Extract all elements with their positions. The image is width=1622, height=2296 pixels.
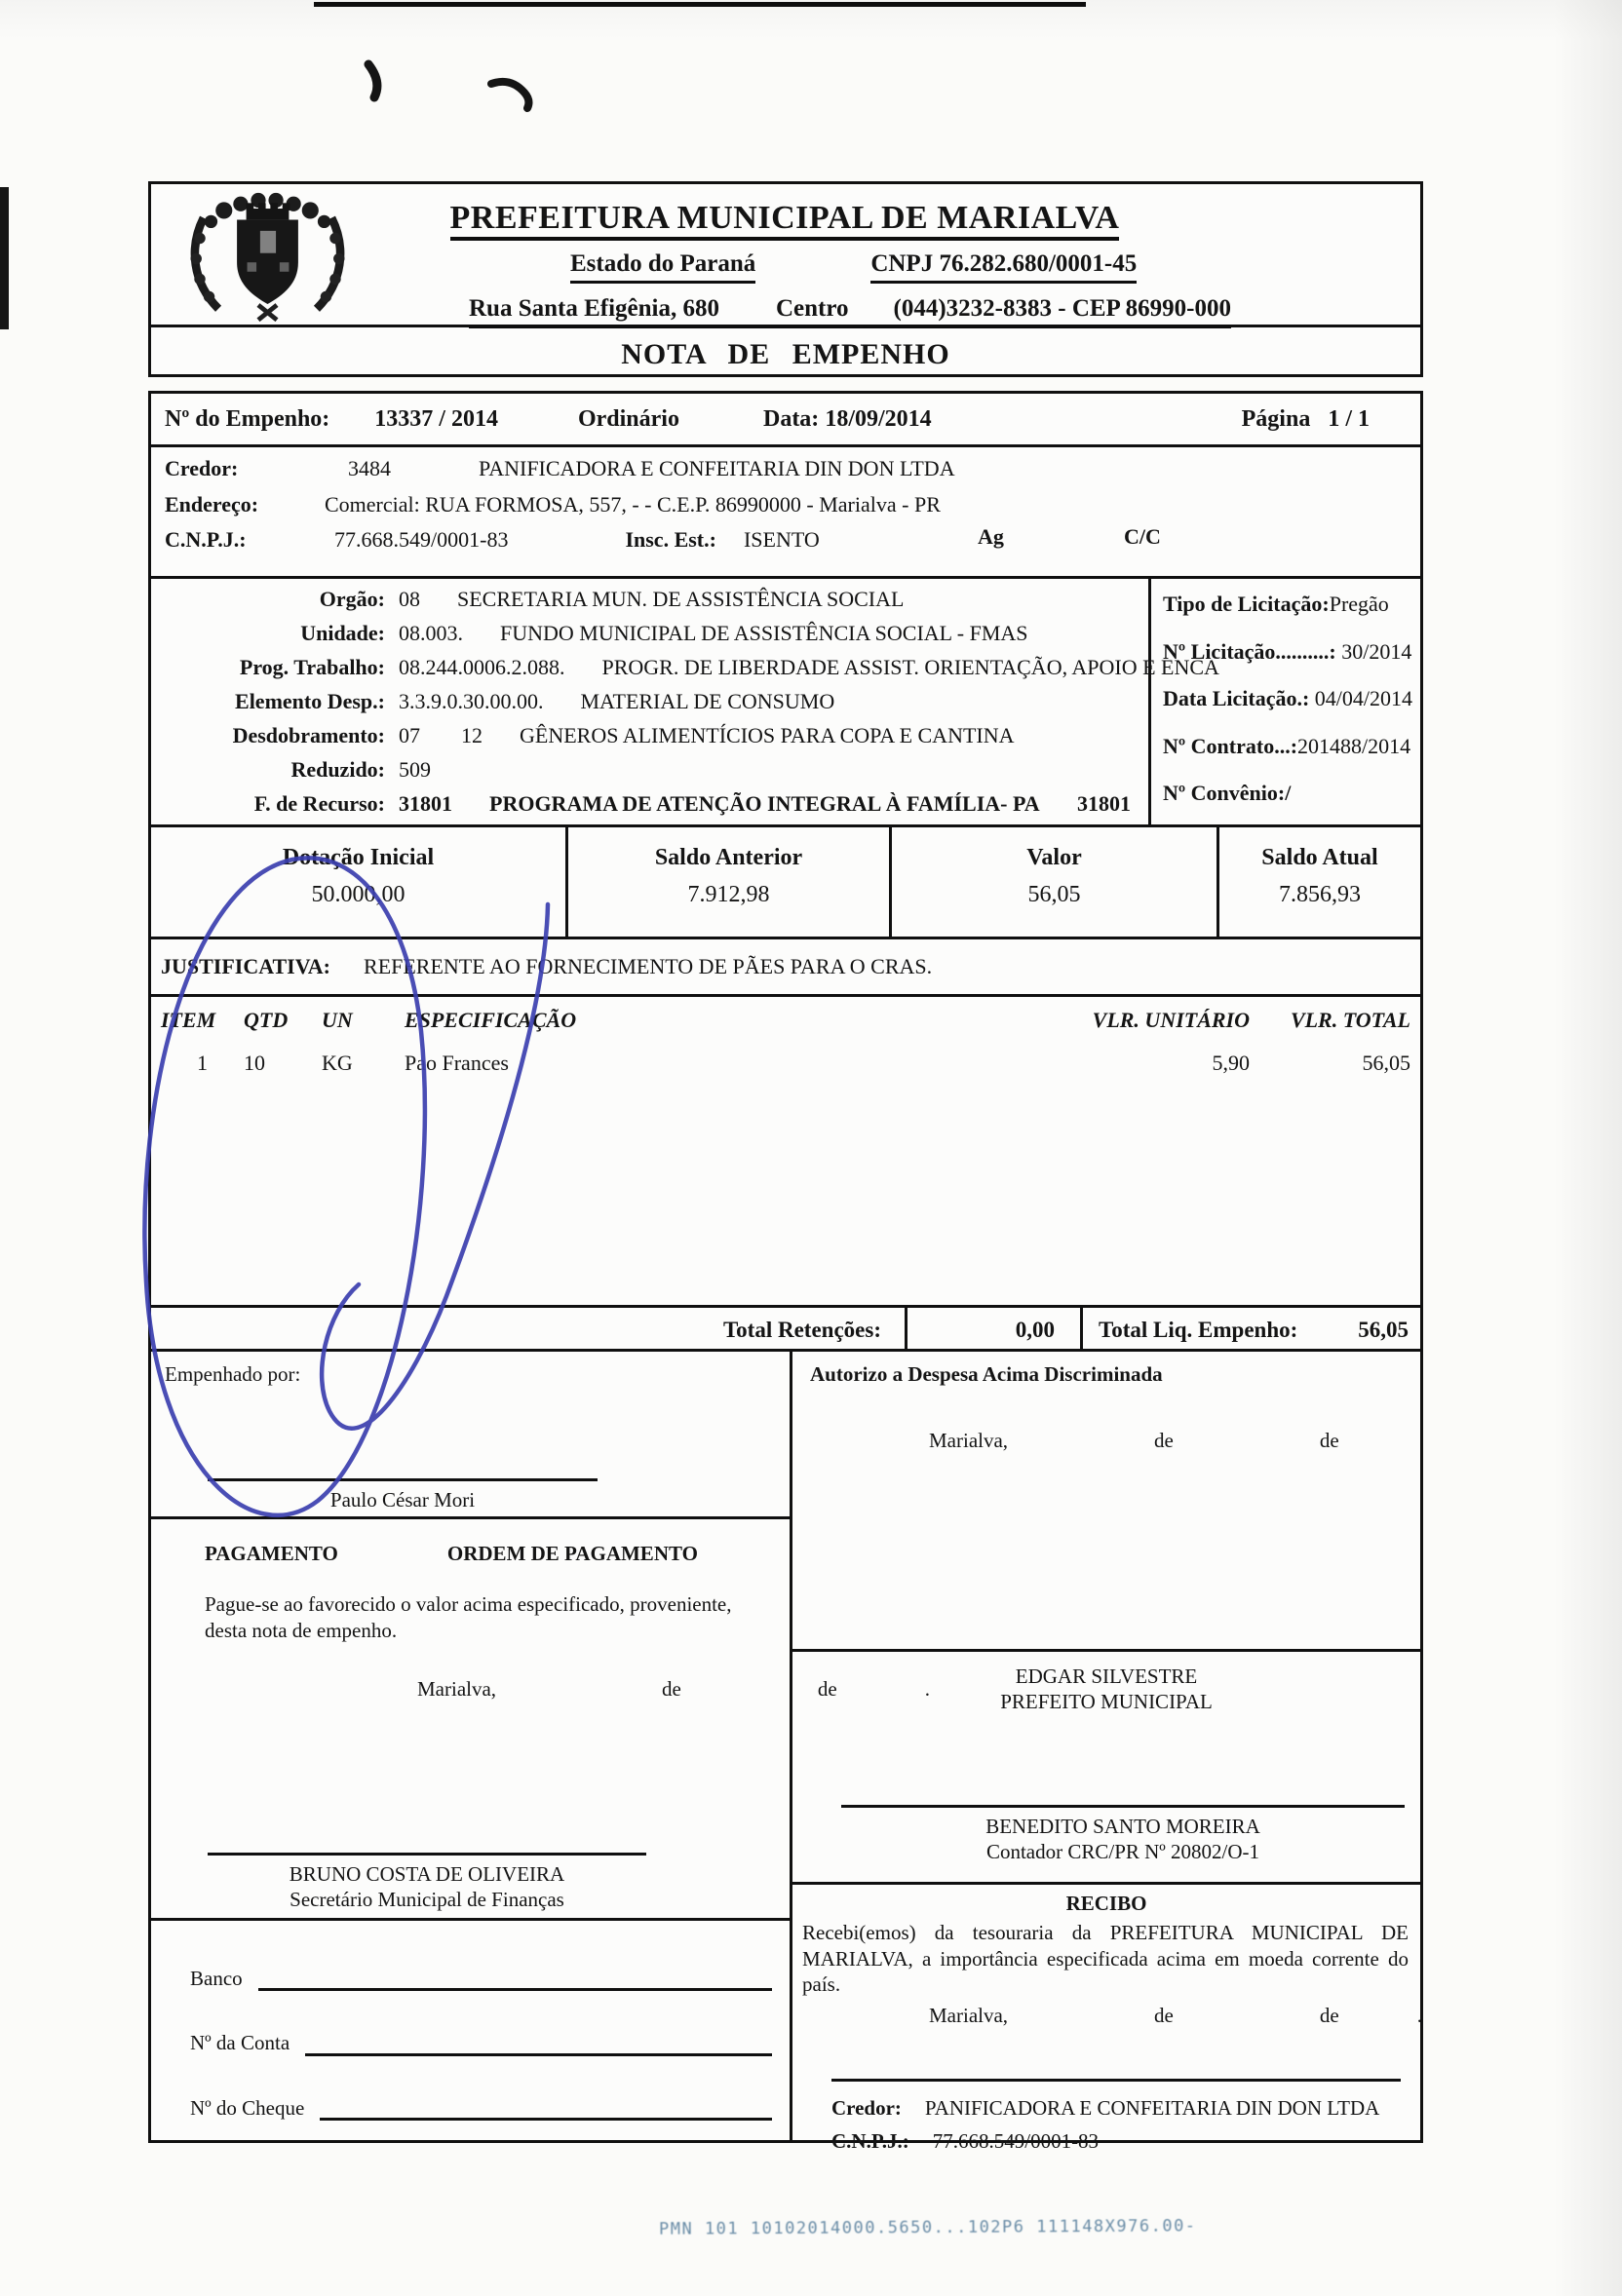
empenho-number-label: Nº do Empenho: — [165, 406, 330, 432]
budget-row-elemento: Elemento Desp.: 3.3.9.0.30.00.00. MATERIAL DE CONSUMO — [235, 689, 835, 713]
budget-section — [148, 576, 1423, 827]
budget-classification — [151, 579, 1219, 824]
document-title: NOTA DE EMPENHO — [148, 325, 1423, 377]
conta-blank-line — [305, 2046, 772, 2056]
empenho-date: Data: 18/09/2014 — [762, 406, 932, 432]
pen-mark-top-1 — [368, 64, 377, 97]
retencoes-label: Total Retenções: — [722, 1318, 881, 1342]
liquid-total-value: 56,05 — [1358, 1318, 1409, 1342]
budget-row-desdobramento: Desdobramento: 07 12 GÊNEROS ALIMENTÍCIOS PARA COPA E CANTINA — [232, 723, 1015, 747]
creditor-label: Credor: — [165, 456, 239, 480]
phone-cep: (044)3232-8383 - CEP 86990-000 — [893, 295, 1232, 322]
dotacao-inicial-value: 50.000,00 — [311, 882, 406, 907]
contador-name: BENEDITO SANTO MOREIRA — [985, 1814, 1260, 1838]
empenho-number: 13337 / 2014 — [374, 406, 498, 432]
state-registration-label: Insc. Est.: — [625, 527, 716, 552]
page-indicator: Página 1 / 1 — [1241, 406, 1370, 432]
amounts-row — [148, 824, 1423, 939]
autorizo-cell: Autorizo a Despesa Acima Discriminada Marialva, de de — [792, 1361, 1420, 1652]
signature-line — [831, 2079, 1401, 2082]
creditor-cnpj-label: C.N.P.J.: — [165, 527, 247, 552]
budget-row-reduzido: Reduzido: 509 — [290, 757, 431, 782]
item-vlr-total: 56,05 — [1362, 1050, 1410, 1075]
scan-artifact-top-line — [314, 2, 1086, 7]
empenhado-por-cell — [151, 1352, 790, 1519]
recibo-cnpj-value: 77.668.549/0001-83 — [932, 2128, 1100, 2153]
totals-row — [148, 1305, 1423, 1352]
prefeito-cell — [792, 1664, 1420, 1885]
entity-subtitle — [151, 249, 1420, 284]
item-vlr-unitario: 5,90 — [1212, 1050, 1250, 1075]
saldo-anterior-value: 7.912,98 — [687, 882, 770, 907]
licitacao-convenio: Nº Convênio:/ — [1163, 781, 1292, 805]
item-espec: Pao Frances — [405, 1050, 509, 1075]
banco-label: Banco — [190, 1967, 243, 1990]
entity-title: PREFEITURA MUNICIPAL DE MARIALVA — [395, 198, 1175, 240]
pagamento-text: Pague-se ao favorecido o valor acima especificado, proveniente, desta nota de empenho. — [205, 1592, 732, 1642]
cheque-label: Nº do Cheque — [190, 2095, 305, 2120]
liquid-total-label: Total Liq. Empenho: — [1099, 1318, 1298, 1342]
empenho-type: Ordinário — [577, 406, 679, 432]
nota-de-empenho-document — [148, 181, 1423, 2153]
recibo-title: RECIBO — [1065, 1892, 1147, 1915]
empenho-number-row — [148, 391, 1423, 447]
recibo-cnpj-label: C.N.P.J.: — [831, 2128, 909, 2153]
conta-label: Nº da Conta — [190, 2031, 290, 2055]
col-vlr-total: VLR. TOTAL — [1290, 1008, 1410, 1032]
creditor-cnpj: 77.668.549/0001-83 — [334, 527, 509, 552]
justification-label: JUSTIFICATIVA: — [161, 954, 331, 979]
liquid-total-cell — [1080, 1308, 1420, 1349]
budget-row-orgao: Orgão: 08 SECRETARIA MUN. DE ASSISTÊNCIA SOCIAL — [319, 587, 905, 611]
pagamento-title: PAGAMENTO — [205, 1542, 338, 1565]
footer-dot-matrix-stamp: PMN 101 10102014000.5650...102P6 111148X976.00- — [658, 2216, 1197, 2239]
recibo-credor-name: PANIFICADORA E CONFEITARIA DIN DON LTDA — [924, 2095, 1380, 2120]
signature-line — [208, 1478, 598, 1481]
justification-text: REFERENTE AO FORNECIMENTO DE PÃES PARA O CRAS. — [364, 954, 933, 979]
valor-value: 56,05 — [1027, 882, 1081, 907]
scan-artifact-left-bar — [0, 187, 9, 329]
signature-line — [208, 1853, 646, 1856]
prefeito-name: EDGAR SILVESTRE — [1015, 1665, 1198, 1688]
retencoes-value: 0,00 — [905, 1308, 1080, 1349]
creditor-address-label: Endereço: — [165, 491, 259, 517]
empenhado-por-label: Empenhado por: — [165, 1362, 301, 1386]
col-item: ITEM — [161, 1008, 216, 1032]
agency-label: Ag — [978, 524, 1004, 549]
item-un: KG — [322, 1050, 353, 1075]
signatures-section — [148, 1349, 1423, 2153]
creditor-address: Comercial: RUA FORMOSA, 557, - - C.E.P. 86990000 - Marialva - PR — [325, 491, 941, 517]
finance-secretary-role: Secretário Municipal de Finanças — [290, 1887, 564, 1911]
licitacao-contrato: Nº Contrato...:201488/2014 — [1163, 733, 1411, 758]
recibo-cell: RECIBO Recebi(emos) da tesouraria da PREFEITURA MUNICIPAL DE MARIALVA, a importância especificada acima em moeda corrente do país. Marialva, de de . Credor: PANIFICADORA E CONFEITARIA DIN DON LTDA C.N.P.J.: 77.668.549/0001-83 — [792, 1891, 1420, 2173]
signature-line — [841, 1805, 1405, 1808]
banco-blank-line — [258, 1980, 772, 1991]
valor-cell: Valor 56,05 — [889, 827, 1216, 937]
entity-cnpj: CNPJ 76.282.680/0001-45 — [870, 249, 1137, 284]
right-signature-column — [792, 1352, 1422, 2153]
signer-name: Paulo César Mori — [329, 1487, 476, 1512]
dotacao-inicial-cell: Dotação Inicial 50.000,00 — [151, 827, 565, 937]
budget-row-unidade: Unidade: 08.003. FUNDO MUNICIPAL DE ASSISTÊNCIA SOCIAL - FMAS — [300, 621, 1028, 645]
item-number: 1 — [197, 1050, 208, 1075]
bank-details-cell — [151, 1966, 790, 2209]
col-espec: ESPECIFICAÇÃO — [405, 1008, 577, 1032]
creditor-cnpj-row — [151, 526, 1420, 554]
justification-row — [148, 937, 1423, 997]
recibo-text: Recebi(emos) da tesouraria da PREFEITURA MUNICIPAL DE MARIALVA, a importância especificada acima em moeda corrente do país. — [802, 1921, 1409, 1996]
street-address: Rua Santa Efigênia, 680 — [469, 295, 719, 322]
creditor-code: 3484 — [348, 456, 391, 480]
prefeito-role: PREFEITO MUNICIPAL — [1000, 1690, 1213, 1714]
saldo-atual-value: 7.856,93 — [1279, 882, 1361, 907]
ordem-pagamento-title: ORDEM DE PAGAMENTO — [446, 1542, 698, 1565]
autorizo-title: Autorizo a Despesa Acima Discriminada — [810, 1362, 1163, 1386]
creditor-row — [151, 455, 1420, 482]
licitacao-tipo: Tipo de Licitação:Pregão — [1163, 592, 1389, 616]
saldo-anterior-cell: Saldo Anterior 7.912,98 — [565, 827, 889, 937]
state-registration-value: ISENTO — [743, 527, 820, 552]
pen-mark-top-2 — [491, 82, 528, 108]
contador-role: Contador CRC/PR Nº 20802/O-1 — [985, 1839, 1260, 1863]
licitacao-panel — [1148, 579, 1420, 824]
creditor-address-row — [151, 491, 1420, 518]
pagamento-cell: PAGAMENTO ORDEM DE PAGAMENTO Pague-se ao favorecido o valor acima especificado, proveniente, desta nota de empenho. Marialva, de de . BRUNO COSTA DE OLIVEIRA Secretário Municipal de Finanças — [151, 1541, 790, 1921]
items-table — [148, 994, 1423, 1308]
budget-row-prog-trabalho: Prog. Trabalho: 08.244.0006.2.088. PROGR. DE LIBERDADE ASSIST. ORIENTAÇÃO, APOIO E ENCA — [239, 655, 1219, 679]
creditor-name: PANIFICADORA E CONFEITARIA DIN DON LTDA — [479, 456, 955, 480]
col-un: UN — [322, 1008, 353, 1032]
recibo-credor-label: Credor: — [831, 2095, 902, 2120]
state-label: Estado do Paraná — [570, 249, 755, 284]
document-header — [148, 181, 1423, 327]
saldo-atual-cell: Saldo Atual 7.856,93 — [1216, 827, 1420, 937]
col-qtd: QTD — [244, 1008, 289, 1032]
cheque-blank-line — [320, 2110, 772, 2121]
licitacao-numero: Nº Licitação..........: 30/2014 — [1163, 638, 1412, 664]
creditor-section — [148, 444, 1423, 579]
licitacao-data: Data Licitação.: 04/04/2014 — [1163, 686, 1413, 710]
finance-secretary-name: BRUNO COSTA DE OLIVEIRA — [289, 1861, 565, 1886]
district: Centro — [775, 295, 849, 322]
col-vlr-unitario: VLR. UNITÁRIO — [1092, 1008, 1250, 1032]
entity-address-line — [151, 293, 1420, 328]
account-label: C/C — [1124, 524, 1161, 549]
budget-row-fonte-recurso: F. de Recurso: 31801 PROGRAMA DE ATENÇÃO INTEGRAL À FAMÍLIA- PA 31801 — [253, 791, 1131, 816]
item-qtd: 10 — [244, 1050, 265, 1075]
